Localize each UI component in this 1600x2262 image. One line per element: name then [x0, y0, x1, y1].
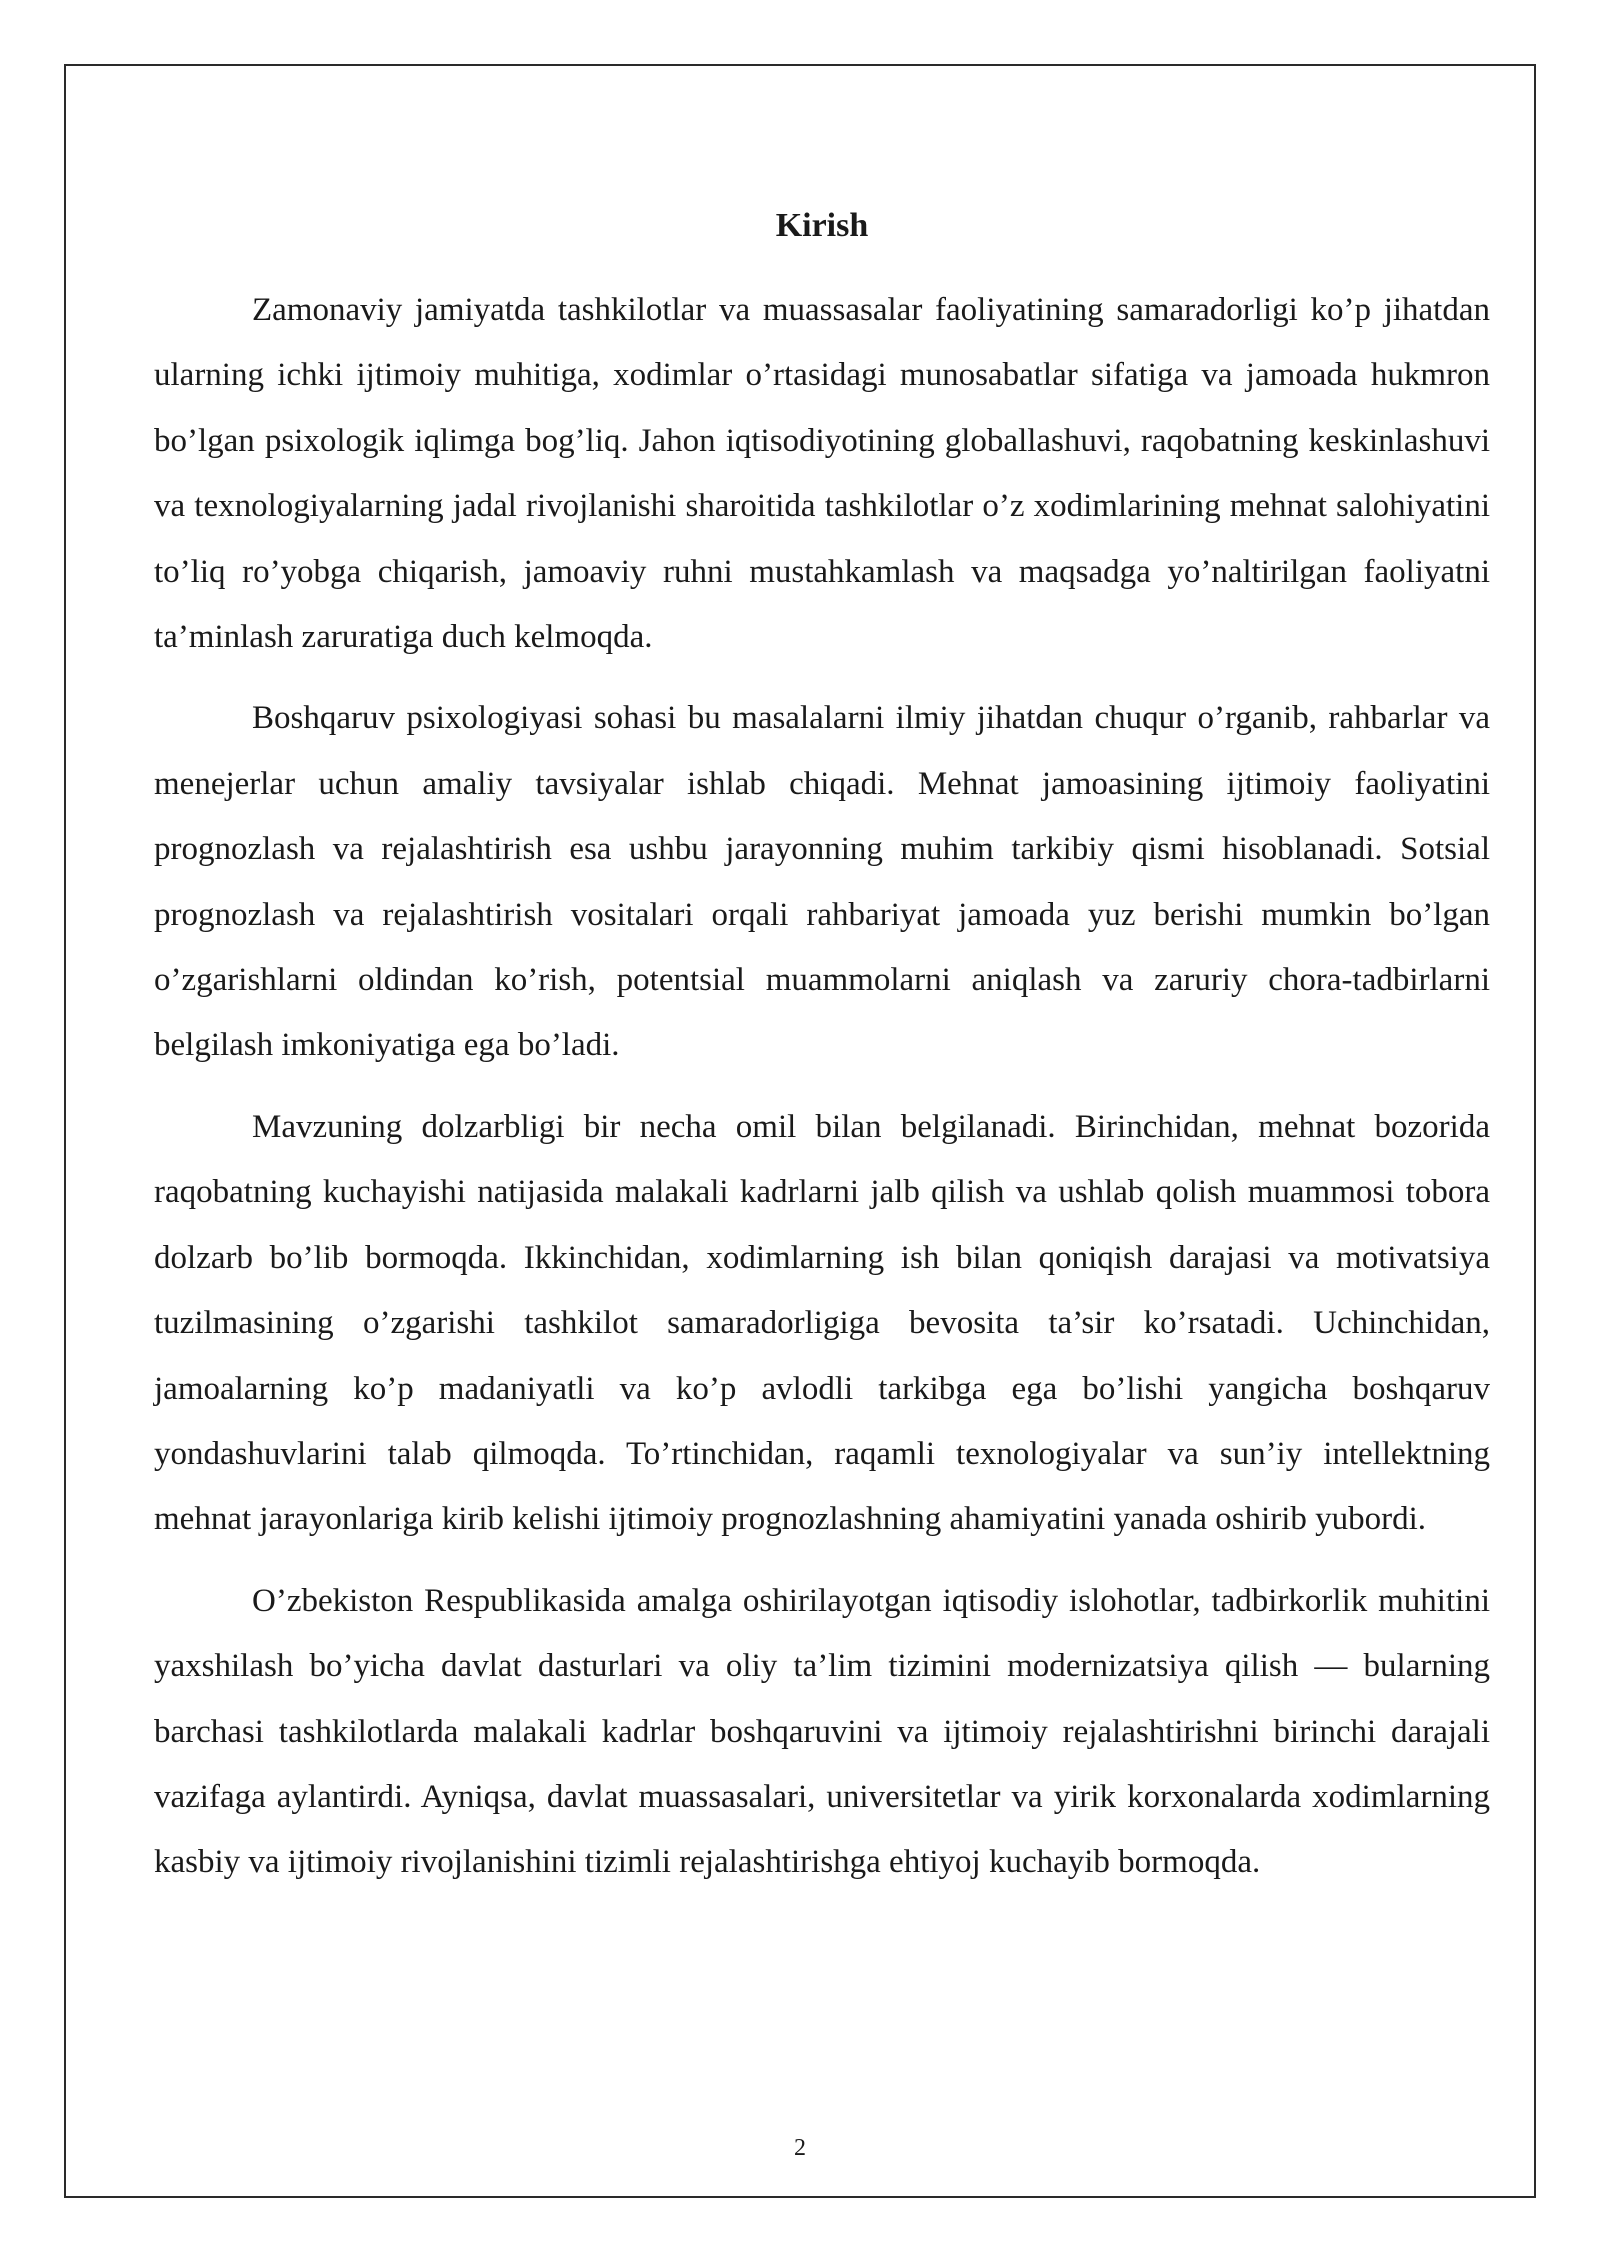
page-content	[154, 206, 1490, 1912]
paragraph-1: Zamonaviy jamiyatda tashkilotlar va muassasalar faoliyatining samaradorligi ko’p jihatdan ularning ichki ijtimoiy muhitiga, xodimlar o’rtasidagi munosabatlar sifatiga va jamoada hukmron bo’lgan psixologik iqlimga bog’liq. Jahon iqtisodiyotining globallashuvi, raqobatning keskinlashuvi va texnologiyalarning jadal rivojlanishi sharoitida tashkilotlar o’z xodimlarining mehnat salohiyatini to’liq ro’yobga chiqarish, jamoaviy ruhni mustahkamlash va maqsadga yo’naltirilgan faoliyatni ta’minlash zaruratiga duch kelmoqda.	[154, 292, 1490, 656]
paragraph-3: Mavzuning dolzarbligi bir necha omil bilan belgilanadi. Birinchidan, mehnat bozorida raqobatning kuchayishi natijasida malakali kadrlarni jalb qilish va ushlab qolish muammosi tobora dolzarb bo’lib bormoqda. Ikkinchidan, xodimlarning ish bilan qoniqish darajasi va motivatsiya tuzilmasining o’zgarishi tashkilot samaradorligiga bevosita ta’sir ko’rsatadi. Uchinchidan, jamoalarning ko’p madaniyatli va ko’p avlodli tarkibga ega bo’lishi yangicha boshqaruv yondashuvlarini talab qilmoqda. To’rtinchidan, raqamli texnologiyalar va sun’iy intellektning mehnat jarayonlariga kirib kelishi ijtimoiy prognozlashning ahamiyatini yanada oshirib yubordi.	[154, 1108, 1490, 1538]
page-frame	[64, 64, 1536, 2198]
paragraph-4: O’zbekiston Respublikasida amalga oshirilayotgan iqtisodiy islohotlar, tadbirkorlik muhitini yaxshilash bo’yicha davlat dasturlari va oliy ta’lim tizimini modernizatsiya qilish — bularning barchasi tashkilotlarda malakali kadrlar boshqaruvini va ijtimoiy rejalashtirishni birinchi darajali vazifaga aylantirdi. Ayniqsa, davlat muassasalari, universitetlar va yirik korxonalarda xodimlarning kasbiy va ijtimoiy rivojlanishini tizimli rejalashtirishga ehtiyoj kuchayib bormoqda.	[154, 1582, 1490, 1881]
page-number: 2	[794, 2135, 806, 2161]
paragraph-2: Boshqaruv psixologiyasi sohasi bu masalalarni ilmiy jihatdan chuqur o’rganib, rahbarlar va menejerlar uchun amaliy tavsiyalar ishlab chiqadi. Mehnat jamoasining ijtimoiy faoliyatini prognozlash va rejalashtirish esa ushbu jarayonning muhim tarkibiy qismi hisoblanadi. Sotsial prognozlash va rejalashtirish vositalari orqali rahbariyat jamoada yuz berishi mumkin bo’lgan o’zgarishlarni oldindan ko’rish, potentsial muammolarni aniqlash va zaruriy chora-tadbirlarni belgilash imkoniyatiga ega bo’ladi.	[154, 700, 1490, 1064]
section-title: Kirish	[775, 207, 869, 244]
